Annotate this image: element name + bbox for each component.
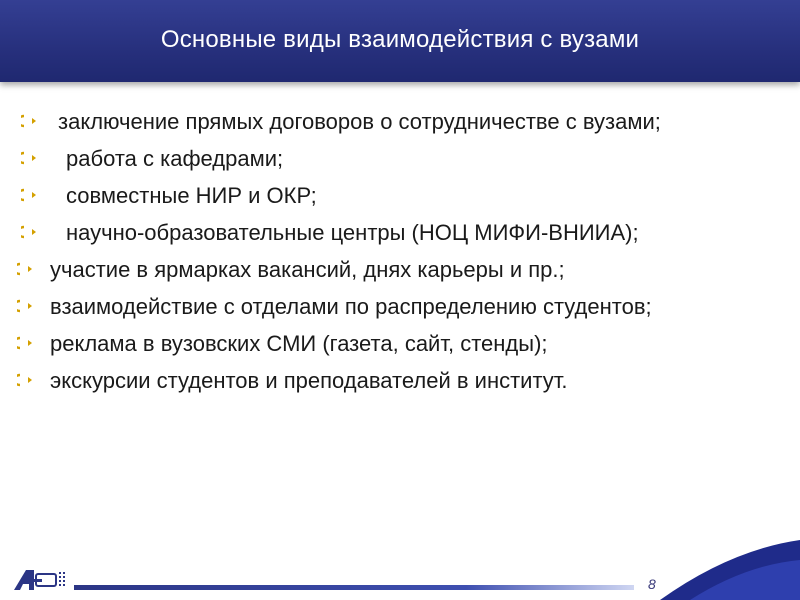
list-item <box>0 182 760 209</box>
list-item-text: совместные НИР и ОКР; <box>66 183 317 208</box>
curved-arrow-icon <box>21 187 37 203</box>
curved-arrow-icon <box>17 261 33 277</box>
list-item-text: реклама в вузовских СМИ (газета, сайт, стенды); <box>50 331 548 356</box>
list-item-text: взаимодействие с отделами по распределению студентов; <box>50 294 652 319</box>
list-item-text: экскурсии студентов и преподавателей в институт. <box>50 368 568 393</box>
list-item <box>0 293 760 320</box>
logo-icon <box>12 566 68 592</box>
list-item-text: научно-образовательные центры (НОЦ МИФИ-ВНИИА); <box>66 220 639 245</box>
list-item <box>0 108 760 135</box>
corner-swoosh <box>650 530 800 600</box>
list-item-text: заключение прямых договоров о сотрудничестве с вузами; <box>58 109 661 134</box>
list-item <box>0 145 760 172</box>
curved-arrow-icon <box>21 150 37 166</box>
curved-arrow-icon <box>17 335 33 351</box>
curved-arrow-icon <box>21 113 37 129</box>
list-item <box>0 219 760 246</box>
list-item <box>0 330 760 357</box>
title-bar <box>0 0 800 82</box>
curved-arrow-icon <box>21 224 37 240</box>
bullet-list <box>0 108 760 404</box>
slide-title: Основные виды взаимодействия с вузами <box>160 26 640 53</box>
curved-arrow-icon <box>17 372 33 388</box>
list-item-text: участие в ярмарках вакансий, днях карьеры и пр.; <box>50 257 565 282</box>
list-item-text: работа с кафедрами; <box>66 146 284 171</box>
list-item <box>0 256 760 283</box>
curved-arrow-icon <box>17 298 33 314</box>
page-number: 8 <box>648 576 656 592</box>
footer-divider <box>74 585 634 590</box>
list-item <box>0 367 760 394</box>
